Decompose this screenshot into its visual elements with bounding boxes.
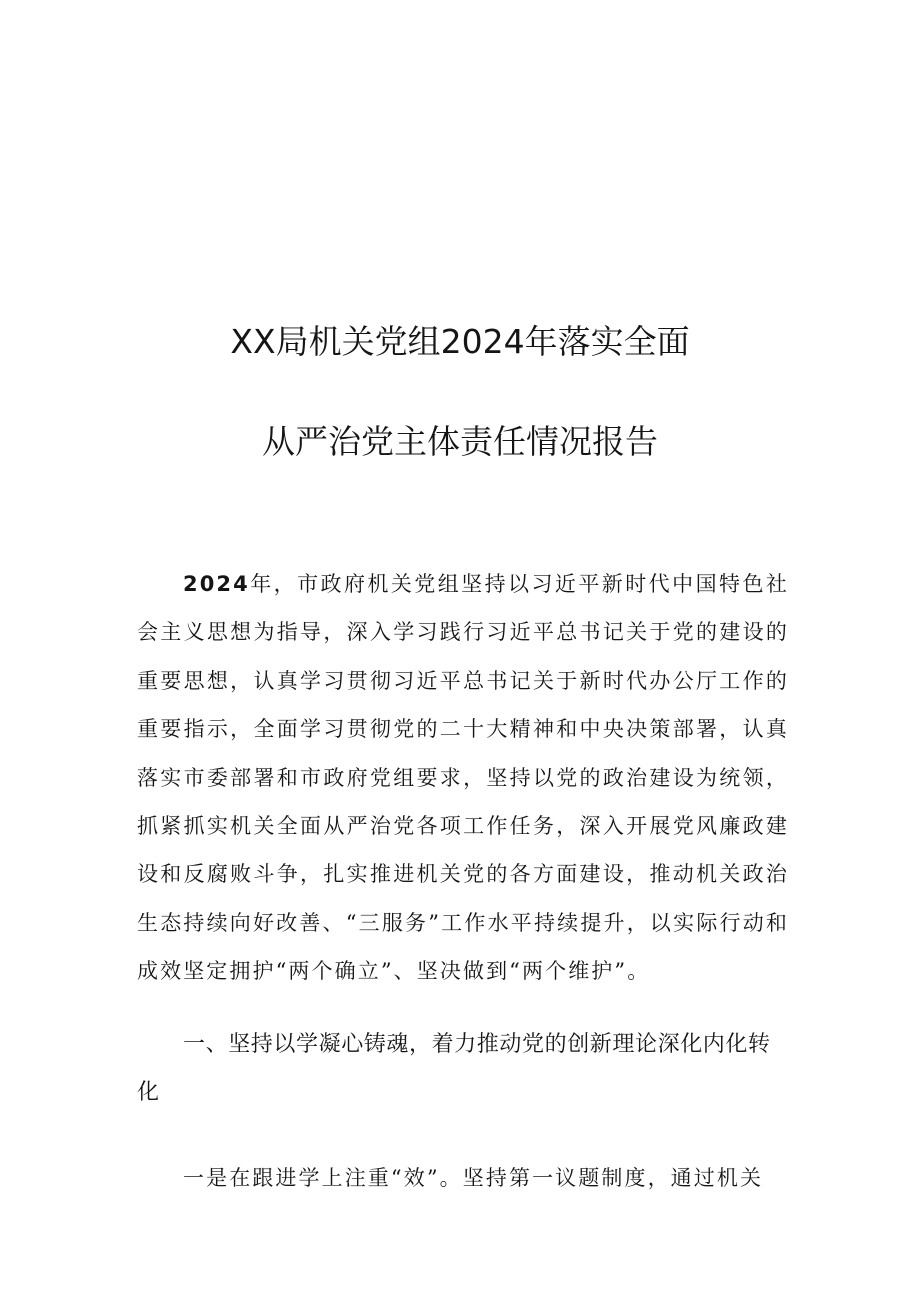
document-title-line-1: XX局机关党组2024年落实全面 <box>230 322 690 361</box>
document-title-line-2: 从严治党主体责任情况报告 <box>262 422 658 461</box>
intro-paragraph-text: 年，市政府机关党组坚持以习近平新时代中国特色社会主义思想为指导，深入学习践行习近平总书记关于党的建设的重要思想，认真学习贯彻习近平总书记关于新时代办公厅工作的重要指示，全面学习贯彻党的二十大精神和中央决策部署，认真落实市委部署和市政府党组要求，坚持以党的政治建设为统领，抓紧抓实机关全面从严治党各项工作任务，深入开展党风廉政建设和反腐败斗争，扎实推进机关党的各方面建设，推动机关政治生态持续向好改善、“三服务”工作水平持续提升，以实际行动和成效坚定拥护“两个确立”、坚决做到“两个维护”。 <box>137 572 789 984</box>
section-heading-1: 一、坚持以学凝心铸魂，着力推动党的创新理论深化内化转化 <box>137 1032 771 1105</box>
intro-year: 2024 <box>183 572 250 596</box>
intro-paragraph <box>137 560 789 996</box>
section-1-paragraph: 一是在跟进学上注重“效”。坚持第一议题制度，通过机关 <box>183 1166 764 1190</box>
